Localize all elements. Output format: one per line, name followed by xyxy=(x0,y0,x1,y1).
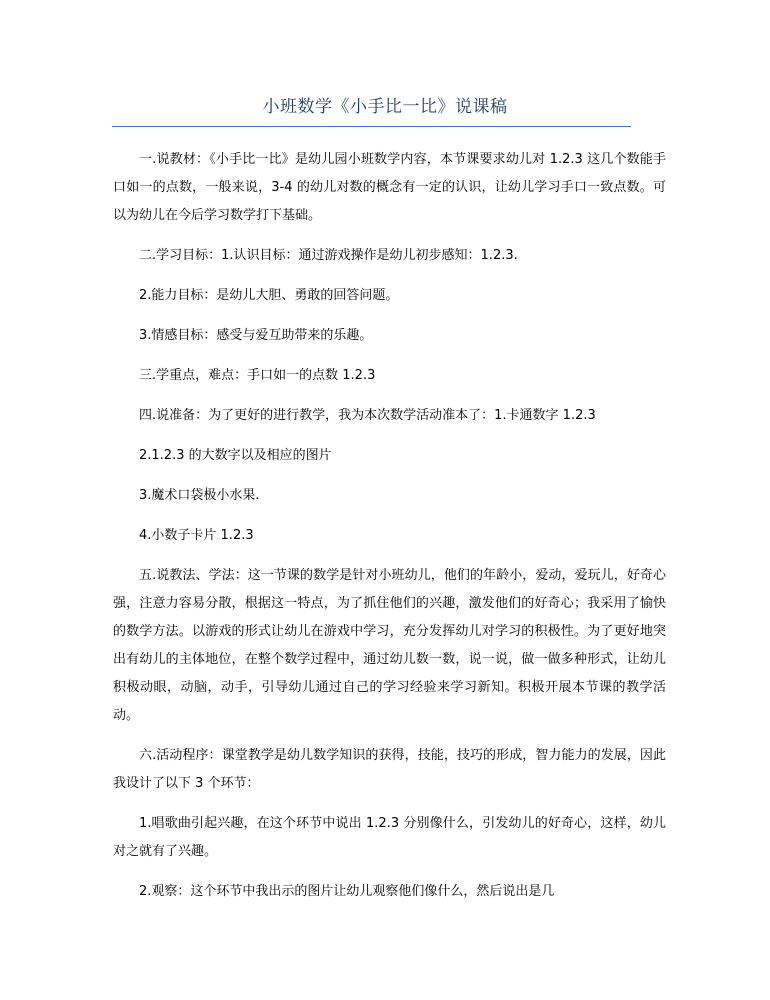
paragraph-ability-goal: 2.能力目标：是幼儿大胆、勇敢的回答问题。 xyxy=(139,288,399,303)
paragraph-prep-item-2: 2.1.2.3 的大数字以及相应的图片 xyxy=(139,448,332,463)
paragraph-step-2: 2.观察：这个环节中我出示的图片让幼儿观察他们像什么，然后说出是几 xyxy=(139,884,555,899)
paragraph-teaching-methods: 五.说教法、学法：这一节课的数学是针对小班幼儿，他们的年龄小，爱动，爱玩儿，好奇心强，注意力容易分散，根据这一特点，为了抓住他们的兴趣，激发他们的好奇心；我采用了愉快的数学方法。以游戏的形式让幼儿在游戏中学习，充分发挥幼儿对学习的积极性。为了更好地突出有幼儿的主体地位，在整个数学过程中，通过幼儿数一数，说一说，做一做多种形式，让幼儿积极动眼，动脑，动手，引导幼儿通过自己的学习经验来学习新知。积极开展本节课的教学活动。 xyxy=(113,568,666,723)
paragraph-prep-item-3: 3.魔术口袋极小水果. xyxy=(139,488,260,503)
paragraph-preparation: 四.说准备：为了更好的进行教学，我为本次数学活动准本了：1.卡通数字 1.2.3 xyxy=(139,408,596,423)
paragraph-emotion-goal: 3.情感目标：感受与爱互助带来的乐趣。 xyxy=(139,328,373,343)
document-title: 小班数学《小手比一比》说课稿 xyxy=(262,97,508,117)
paragraph-key-points: 三.学重点，难点：手口如一的点数 1.2.3 xyxy=(139,368,376,383)
paragraph-prep-item-4: 4.小数子卡片 1.2.3 xyxy=(139,528,254,543)
document-body xyxy=(113,146,666,918)
paragraph-step-1: 1.唱歌曲引起兴趣，在这个环节中说出 1.2.3 分别像什么，引发幼儿的好奇心，这样，幼儿对之就有了兴趣。 xyxy=(113,816,666,859)
paragraph-teaching-material: 一.说教材：《小手比一比》是幼儿园小班数学内容，本节课要求幼儿对 1.2.3 这几个数能手口如一的点数，一般来说，3-4 的幼儿对数的概念有一定的认识，让幼儿学习手口一致点数。可以为幼儿在今后学习数学打下基础。 xyxy=(113,152,666,223)
paragraph-learning-goals: 二.学习目标：1.认识目标：通过游戏操作是幼儿初步感知：1.2.3. xyxy=(139,248,518,263)
title-underline xyxy=(112,126,631,127)
paragraph-activity-procedure: 六.活动程序：课堂教学是幼儿数学知识的获得，技能，技巧的形成，智力能力的发展，因此我设计了以下 3 个环节： xyxy=(113,748,666,791)
